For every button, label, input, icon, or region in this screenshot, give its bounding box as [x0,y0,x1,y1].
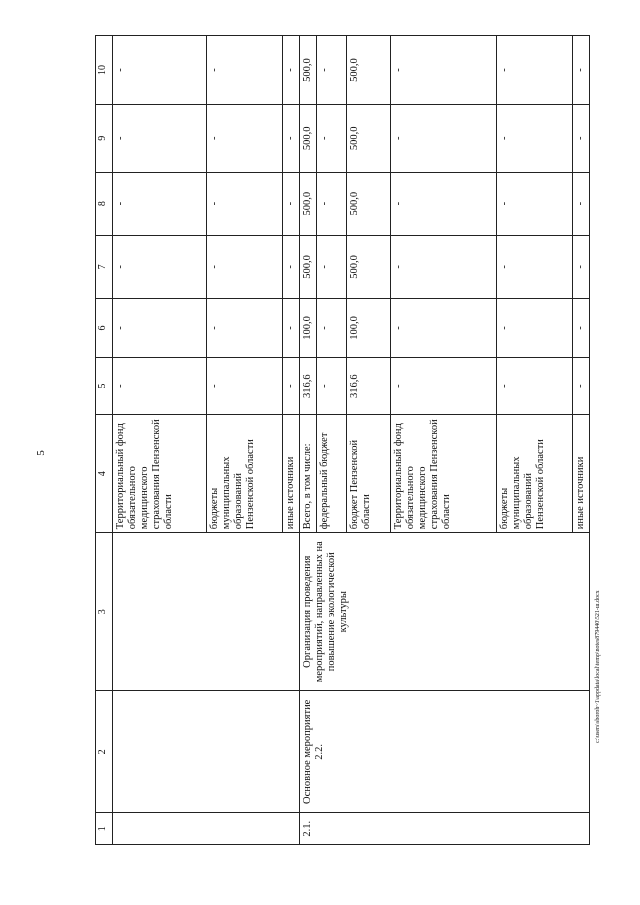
header-cell: 10 [96,36,113,105]
source-cell: Территориальный фонд обязательного медицинского страхования Пензенской области [113,415,207,533]
value-cell: 500,0 [300,105,317,173]
value-cell: - [113,105,207,173]
value-cell: - [573,235,590,298]
value-cell: - [113,357,207,414]
page-number: 5 [34,450,47,456]
table-row [113,36,207,845]
value-cell: - [283,36,300,105]
header-cell: 3 [96,533,113,691]
source-cell: федеральный бюджет [317,415,347,533]
header-cell: 8 [96,172,113,235]
event-name-cell: Основное мероприятие 2.2. [300,691,590,813]
value-cell: - [283,299,300,358]
event-number-cell: 2.1. [300,813,590,845]
value-cell: 100,0 [347,299,391,358]
value-cell: - [113,172,207,235]
value-cell: - [497,172,573,235]
cell-col3 [113,533,300,691]
header-cell: 2 [96,691,113,813]
value-cell: - [317,357,347,414]
value-cell: 500,0 [347,36,391,105]
value-cell: - [207,235,283,298]
footer-file-path: c:\users\sboroh~1\appdata\local\temp\notes879440\521-ш.docx [595,590,601,743]
value-cell: - [207,105,283,173]
header-cell: 4 [96,415,113,533]
source-cell: Всего, в том числе: [300,415,317,533]
value-cell: - [207,172,283,235]
source-cell: иные источники [283,415,300,533]
value-cell: 500,0 [347,172,391,235]
value-cell: 500,0 [347,235,391,298]
value-cell: - [317,172,347,235]
source-cell: иные источники [573,415,590,533]
value-cell: - [113,36,207,105]
rotated-table-container [95,35,587,845]
value-cell: - [497,357,573,414]
value-cell: - [391,105,497,173]
cell-col2 [113,691,300,813]
header-cell: 9 [96,105,113,173]
header-row [96,36,113,845]
value-cell: - [113,299,207,358]
value-cell: - [391,235,497,298]
cell-col1 [113,813,300,845]
value-cell: 500,0 [300,235,317,298]
funding-table [95,35,590,845]
source-cell: бюджеты муниципальных образований Пензенской области [207,415,283,533]
value-cell: - [317,36,347,105]
value-cell: - [317,299,347,358]
value-cell: - [573,299,590,358]
header-cell: 1 [96,813,113,845]
value-cell: 316,6 [347,357,391,414]
table-row [300,36,317,845]
value-cell: 100,0 [300,299,317,358]
value-cell: - [497,235,573,298]
value-cell: - [391,357,497,414]
source-cell: бюджеты муниципальных образований Пензенской области [497,415,573,533]
value-cell: - [391,299,497,358]
value-cell: - [573,172,590,235]
value-cell: - [497,299,573,358]
source-cell: Территориальный фонд обязательного медицинского страхования Пензенской области [391,415,497,533]
value-cell: - [573,105,590,173]
value-cell: - [113,235,207,298]
value-cell: - [283,235,300,298]
value-cell: 316,6 [300,357,317,414]
value-cell: - [497,105,573,173]
header-cell: 5 [96,357,113,414]
event-description-cell: Организация проведения мероприятий, направленных на повышение экологической культуры [300,533,590,691]
value-cell: - [207,36,283,105]
value-cell: - [317,235,347,298]
value-cell: - [283,105,300,173]
header-cell: 7 [96,235,113,298]
value-cell: 500,0 [347,105,391,173]
value-cell: - [573,36,590,105]
value-cell: - [391,172,497,235]
value-cell: - [497,36,573,105]
value-cell: 500,0 [300,36,317,105]
value-cell: - [283,357,300,414]
value-cell: - [573,357,590,414]
source-cell: бюджет Пензенской области [347,415,391,533]
value-cell: - [207,357,283,414]
value-cell: - [391,36,497,105]
header-cell: 6 [96,299,113,358]
value-cell: - [207,299,283,358]
value-cell: - [317,105,347,173]
value-cell: - [283,172,300,235]
value-cell: 500,0 [300,172,317,235]
